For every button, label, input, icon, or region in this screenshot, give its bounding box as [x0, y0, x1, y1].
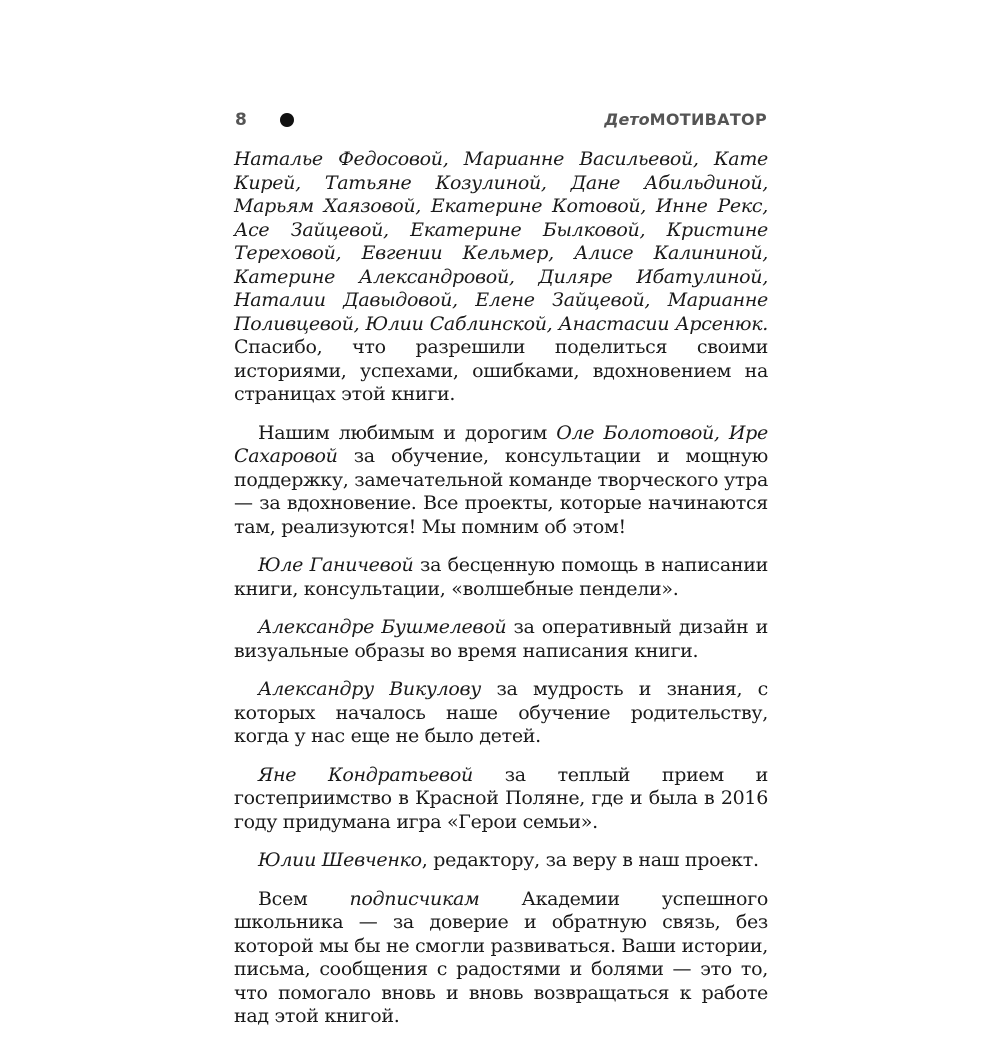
text-segment: Всем: [258, 887, 350, 910]
running-head-caps: МОТИВАТОР: [649, 110, 767, 129]
italic-name-segment: Александре Бушмелевой: [258, 616, 507, 638]
page-number: 8: [235, 110, 247, 130]
paragraph: [234, 554, 768, 601]
paragraph: [234, 888, 768, 1029]
paragraph: [234, 764, 768, 835]
text-segment: за бесценную помощь в написании книги, консультации, «волшебные пендели».: [234, 554, 768, 600]
text-segment: Академии успешного школьника — за доверие и обратную связь, без которой мы бы не смогли развиваться. Ваши истории, письма, сообщения с радостями и болями — это то, что помогало вновь и вновь возвращаться к работе над этой книгой.: [234, 887, 768, 1027]
body-text: [234, 148, 768, 1044]
text-segment: Нашим любимым и дорогим: [258, 421, 557, 444]
text-segment: за оперативный дизайн и визуальные образы во время написания книги.: [234, 616, 768, 662]
italic-name-segment: Юле Ганичевой: [258, 554, 414, 576]
text-segment: за обучение, консультации и мощную поддержку, замечательной команде творческого утра — за вдохновение. Все проекты, которые начинаются там, реализуются! Мы помним об этом!: [234, 445, 768, 538]
bullet-dot-icon: [280, 113, 294, 127]
italic-name-segment: Яне Кондратьевой: [258, 763, 473, 786]
paragraph: [234, 616, 768, 663]
page-header: [235, 104, 767, 136]
text-segment: за мудрость и знания, с которых началось наше обучение родительству, когда у нас еще не было детей.: [234, 678, 768, 747]
italic-name-segment: Юлии Шевченко: [258, 849, 422, 871]
italic-name-segment: Оле Болотовой, Ире Сахаровой: [234, 421, 768, 467]
italic-name-segment: Наталье Федосовой, Марианне Васильевой, Кате Кирей, Татьяне Козулиной, Дане Абильдиной, Марьям Хаязовой, Екатерине Котовой, Инне Рекс, Асе Зайцевой, Екатерине Былковой, Кристине Тереховой, Евгении Кельмер, Алисе Калининой, Катерине Александровой, Диляре Ибатулиной, Наталии Давыдовой, Елене Зайцевой, Марианне Поливцевой, Юлии Саблинской, Анастасии Арсенюк.: [234, 148, 768, 335]
paragraph: [234, 148, 768, 407]
italic-name-segment: подписчикам: [349, 887, 480, 910]
text-segment: Спасибо, что разрешили поделиться своими историями, успехами, ошибками, вдохновением на страницах этой книги.: [234, 336, 768, 405]
italic-name-segment: Александру Викулову: [258, 678, 482, 700]
text-segment: , редактору, за веру в наш проект.: [421, 849, 759, 871]
text-segment: за теплый прием и гостеприимство в Красной Поляне, где и была в 2016 году придумана игра «Герои семьи».: [234, 763, 768, 833]
paragraph: [234, 678, 768, 749]
paragraph: [234, 422, 768, 540]
running-head-italic: Дето: [604, 110, 650, 129]
paragraph: [234, 849, 768, 873]
running-head: [604, 104, 767, 136]
